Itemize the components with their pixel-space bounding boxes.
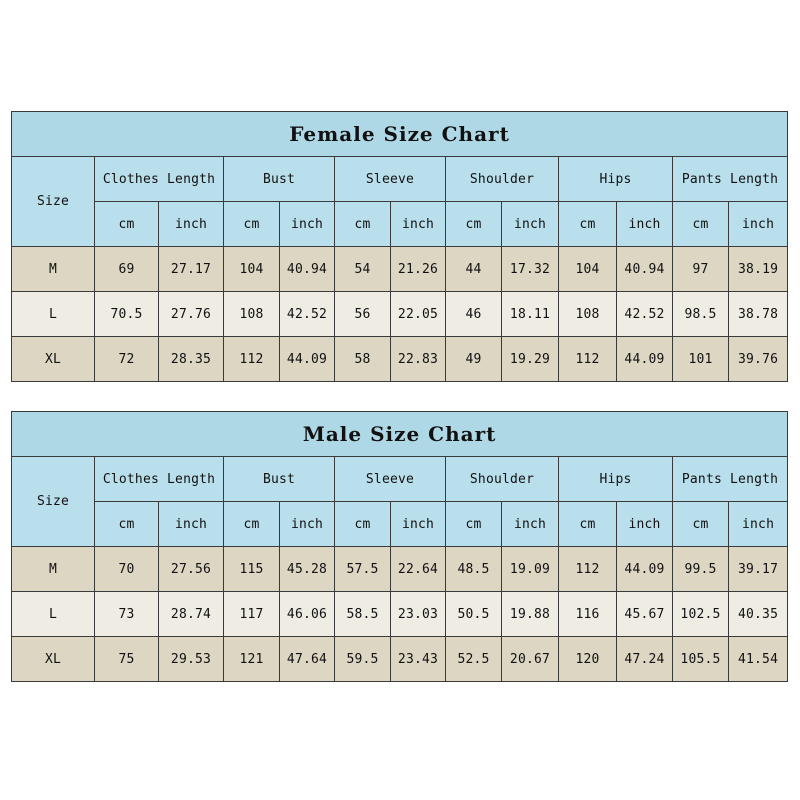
unit-header: inch bbox=[502, 202, 559, 247]
value-cell: 56 bbox=[335, 292, 391, 337]
unit-header: inch bbox=[159, 502, 224, 547]
value-cell: 73 bbox=[95, 592, 159, 637]
value-cell: 105.5 bbox=[673, 637, 729, 682]
value-cell: 98.5 bbox=[673, 292, 729, 337]
table-row bbox=[12, 592, 788, 637]
header-row bbox=[12, 457, 788, 502]
value-cell: 38.78 bbox=[729, 292, 788, 337]
value-cell: 23.43 bbox=[391, 637, 446, 682]
unit-header: cm bbox=[224, 202, 280, 247]
value-cell: 48.5 bbox=[446, 547, 502, 592]
title-row bbox=[12, 112, 788, 157]
value-cell: 70.5 bbox=[95, 292, 159, 337]
size-cell: XL bbox=[12, 337, 95, 382]
value-cell: 47.24 bbox=[617, 637, 673, 682]
chart-title: Male Size Chart bbox=[12, 412, 788, 457]
value-cell: 57.5 bbox=[335, 547, 391, 592]
value-cell: 59.5 bbox=[335, 637, 391, 682]
value-cell: 22.83 bbox=[391, 337, 446, 382]
unit-header: cm bbox=[224, 502, 280, 547]
title-row bbox=[12, 412, 788, 457]
table-row bbox=[12, 547, 788, 592]
value-cell: 29.53 bbox=[159, 637, 224, 682]
unit-header: cm bbox=[673, 202, 729, 247]
size-cell: L bbox=[12, 292, 95, 337]
size-cell: L bbox=[12, 592, 95, 637]
unit-header: cm bbox=[335, 502, 391, 547]
unit-header: cm bbox=[559, 502, 617, 547]
value-cell: 112 bbox=[224, 337, 280, 382]
unit-header: inch bbox=[617, 502, 673, 547]
unit-row bbox=[12, 502, 788, 547]
value-cell: 121 bbox=[224, 637, 280, 682]
value-cell: 117 bbox=[224, 592, 280, 637]
value-cell: 104 bbox=[559, 247, 617, 292]
unit-header: cm bbox=[446, 502, 502, 547]
value-cell: 23.03 bbox=[391, 592, 446, 637]
value-cell: 54 bbox=[335, 247, 391, 292]
measurement-header: Bust bbox=[224, 457, 335, 502]
table-row bbox=[12, 292, 788, 337]
size-header: Size bbox=[12, 457, 95, 547]
value-cell: 46 bbox=[446, 292, 502, 337]
value-cell: 70 bbox=[95, 547, 159, 592]
measurement-header: Hips bbox=[559, 157, 673, 202]
value-cell: 44 bbox=[446, 247, 502, 292]
unit-header: inch bbox=[280, 502, 335, 547]
value-cell: 21.26 bbox=[391, 247, 446, 292]
value-cell: 22.05 bbox=[391, 292, 446, 337]
value-cell: 40.94 bbox=[617, 247, 673, 292]
measurement-header: Pants Length bbox=[673, 457, 788, 502]
female-size-chart bbox=[11, 111, 788, 382]
header-row bbox=[12, 157, 788, 202]
measurement-header: Clothes Length bbox=[95, 457, 224, 502]
value-cell: 52.5 bbox=[446, 637, 502, 682]
value-cell: 45.28 bbox=[280, 547, 335, 592]
unit-header: inch bbox=[729, 502, 788, 547]
measurement-header: Shoulder bbox=[446, 157, 559, 202]
value-cell: 108 bbox=[224, 292, 280, 337]
value-cell: 41.54 bbox=[729, 637, 788, 682]
value-cell: 40.35 bbox=[729, 592, 788, 637]
chart-title: Female Size Chart bbox=[12, 112, 788, 157]
value-cell: 46.06 bbox=[280, 592, 335, 637]
value-cell: 27.17 bbox=[159, 247, 224, 292]
size-header: Size bbox=[12, 157, 95, 247]
unit-header: inch bbox=[502, 502, 559, 547]
size-cell: XL bbox=[12, 637, 95, 682]
value-cell: 50.5 bbox=[446, 592, 502, 637]
table-row bbox=[12, 637, 788, 682]
value-cell: 72 bbox=[95, 337, 159, 382]
unit-header: inch bbox=[617, 202, 673, 247]
value-cell: 69 bbox=[95, 247, 159, 292]
value-cell: 28.35 bbox=[159, 337, 224, 382]
measurement-header: Shoulder bbox=[446, 457, 559, 502]
unit-header: inch bbox=[159, 202, 224, 247]
value-cell: 101 bbox=[673, 337, 729, 382]
unit-row bbox=[12, 202, 788, 247]
value-cell: 20.67 bbox=[502, 637, 559, 682]
unit-header: inch bbox=[391, 202, 446, 247]
measurement-header: Pants Length bbox=[673, 157, 788, 202]
value-cell: 42.52 bbox=[280, 292, 335, 337]
value-cell: 44.09 bbox=[617, 337, 673, 382]
table-row bbox=[12, 247, 788, 292]
value-cell: 102.5 bbox=[673, 592, 729, 637]
unit-header: cm bbox=[335, 202, 391, 247]
value-cell: 104 bbox=[224, 247, 280, 292]
unit-header: cm bbox=[673, 502, 729, 547]
measurement-header: Sleeve bbox=[335, 457, 446, 502]
value-cell: 58.5 bbox=[335, 592, 391, 637]
value-cell: 47.64 bbox=[280, 637, 335, 682]
value-cell: 40.94 bbox=[280, 247, 335, 292]
measurement-header: Sleeve bbox=[335, 157, 446, 202]
value-cell: 97 bbox=[673, 247, 729, 292]
measurement-header: Bust bbox=[224, 157, 335, 202]
value-cell: 108 bbox=[559, 292, 617, 337]
value-cell: 18.11 bbox=[502, 292, 559, 337]
value-cell: 112 bbox=[559, 337, 617, 382]
value-cell: 45.67 bbox=[617, 592, 673, 637]
value-cell: 27.56 bbox=[159, 547, 224, 592]
unit-header: cm bbox=[559, 202, 617, 247]
unit-header: cm bbox=[446, 202, 502, 247]
value-cell: 38.19 bbox=[729, 247, 788, 292]
value-cell: 120 bbox=[559, 637, 617, 682]
size-cell: M bbox=[12, 547, 95, 592]
value-cell: 116 bbox=[559, 592, 617, 637]
value-cell: 19.09 bbox=[502, 547, 559, 592]
measurement-header: Clothes Length bbox=[95, 157, 224, 202]
value-cell: 39.76 bbox=[729, 337, 788, 382]
value-cell: 19.29 bbox=[502, 337, 559, 382]
unit-header: inch bbox=[391, 502, 446, 547]
unit-header: cm bbox=[95, 202, 159, 247]
unit-header: inch bbox=[729, 202, 788, 247]
value-cell: 49 bbox=[446, 337, 502, 382]
size-cell: M bbox=[12, 247, 95, 292]
value-cell: 99.5 bbox=[673, 547, 729, 592]
value-cell: 19.88 bbox=[502, 592, 559, 637]
value-cell: 17.32 bbox=[502, 247, 559, 292]
value-cell: 112 bbox=[559, 547, 617, 592]
value-cell: 115 bbox=[224, 547, 280, 592]
male-size-chart bbox=[11, 411, 788, 682]
value-cell: 44.09 bbox=[280, 337, 335, 382]
value-cell: 28.74 bbox=[159, 592, 224, 637]
value-cell: 42.52 bbox=[617, 292, 673, 337]
unit-header: cm bbox=[95, 502, 159, 547]
measurement-header: Hips bbox=[559, 457, 673, 502]
table-row bbox=[12, 337, 788, 382]
unit-header: inch bbox=[280, 202, 335, 247]
value-cell: 58 bbox=[335, 337, 391, 382]
value-cell: 39.17 bbox=[729, 547, 788, 592]
value-cell: 75 bbox=[95, 637, 159, 682]
value-cell: 27.76 bbox=[159, 292, 224, 337]
value-cell: 22.64 bbox=[391, 547, 446, 592]
value-cell: 44.09 bbox=[617, 547, 673, 592]
